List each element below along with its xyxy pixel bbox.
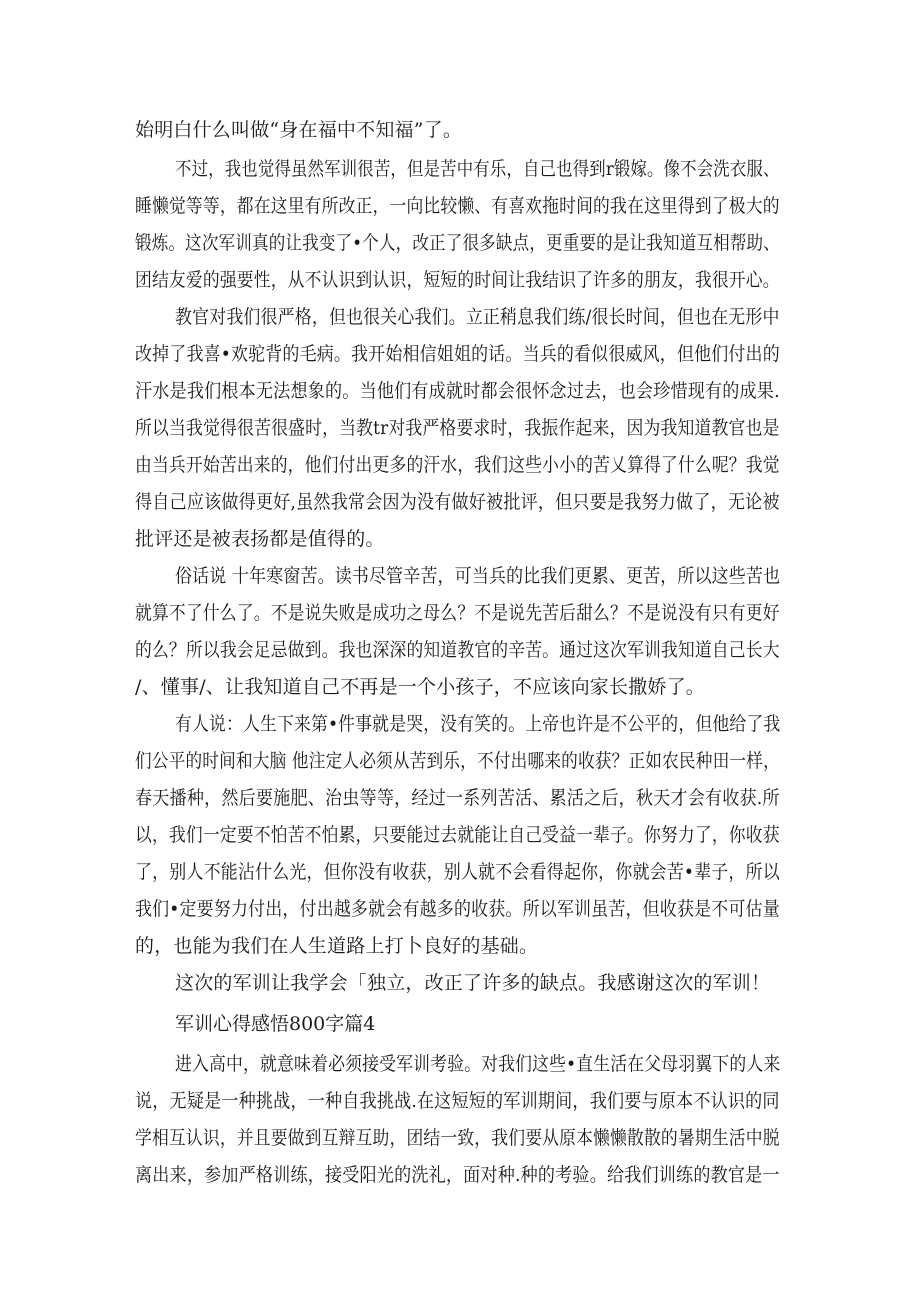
text-line: 不过，我也觉得虽然军训很苦，但是苦中有乐，自己也得到r锻嫁。像不会洗衣服、 — [175, 158, 780, 180]
text-line: 我们•定要努力付出，付出越多就会有越多的收获。所以军训虽苦，但收获是不可估量 — [135, 898, 780, 920]
text-line: 批评还是被表扬都是值得的。 — [135, 528, 385, 550]
text-line: 学相互认识，并且要做到互辩互助，团结一致，我们要从原本懒懒散散的暑期生活中脱 — [135, 1127, 780, 1149]
text-line: 了，别人不能沾什么光，但你没有收获，别人就不会看得起你，你就会苦•辈子，所以 — [135, 861, 780, 883]
text-line: 们公平的时间和大脑 他注定人必须从苦到乐，不付出哪来的收获？正如农民种田一样， — [135, 750, 780, 772]
text-line: 教官对我们很严格，但也很关心我们。立正稍息我们练/很长时间，但也在无形中 — [175, 306, 780, 328]
text-line: 以，我们一定要不怕苦不怕累，只要能过去就能让自己受益一辈子。你努力了，你收获 — [135, 824, 780, 846]
text-line: 春天播种，然后要施肥、治虫等等，经过一系列苦活、累活之后，秋天才会有收获.所 — [135, 787, 780, 809]
text-line: 离出来，参加严格训练，接受阳光的洗礼，面对种.种的考验。给我们训练的教官是一 — [135, 1164, 780, 1186]
text-line: 有人说：人生下来第•件事就是哭，没有笑的。上帝也许是不公平的，但他给了我 — [175, 713, 781, 735]
text-line: 所以当我觉得很苦很盛时，当教tr对我严格要求时，我振作起来，因为我知道教官也是 — [135, 417, 780, 439]
text-line: 团结友爱的强要性，从不认识到认识，短短的时间让我结识了许多的朋友，我很开心。 — [135, 269, 780, 291]
text-line: 锻炼。这次军训真的让我变了•个人，改正了很多缺点，更重要的是让我知道互相帮助、 — [135, 232, 780, 254]
text-line: 汗水是我们根本无法想象的。当他们有成就时都会很怀念过去，也会珍惜现有的成果. — [135, 380, 780, 402]
text-line: /、懂事/、让我知道自己不再是一个小孩子，不应该向家长撒娇了。 — [135, 676, 706, 698]
text-line: 由当兵开始苦出来的，他们付出更多的汗水，我们这些小小的苦乂算得了什么呢？我觉 — [135, 454, 780, 476]
text-line: 俗话说 十年寒窗苦。读书尽管辛苦，可当兵的比我们更累、更苦，所以这些苦也 — [175, 565, 781, 587]
text-line: 进入高中，就意味着必须接受军训考验。对我们这些•直生活在父母羽翼下的人来 — [175, 1053, 781, 1075]
text-line: 改掉了我喜•欢驼背的毛病。我开始相信姐姐的话。当兵的看似很威风，但他们付出的 — [135, 343, 780, 365]
text-line: 的么？所以我会足忌做到。我也深深的知道教官的辛苦。通过这次军训我知道自己长大 — [135, 639, 780, 661]
text-line: 这次的军训让我学会「独立，改正了许多的缺点。我感谢这次的军训！ — [175, 972, 771, 994]
text-line: 说，无疑是一种挑战，一种自我挑战.在这短短的军训期间，我们要与原本不认识的同 — [135, 1090, 780, 1112]
text-line: 始明白什么叫做“身在福中不知福”了。 — [135, 119, 463, 141]
text-line: 的，也能为我们在人生道路上打卜良好的基础。 — [135, 935, 539, 957]
text-line: 得自己应该做得更好,虽然我常会因为没有做好被批评，但只要是我努力做了，无论被 — [135, 491, 780, 513]
heading-text: 军训心得感悟800字篇4 — [175, 1013, 376, 1035]
text-line: 睡懒觉等等，都在这里有所改正，一向比较懒、有喜欢拖时间的我在这里得到了极大的 — [135, 195, 780, 217]
text-line: 就算不了什么了。不是说失败是成功之母么？不是说先苦后甜么？不是说没有只有更好 — [135, 602, 780, 624]
